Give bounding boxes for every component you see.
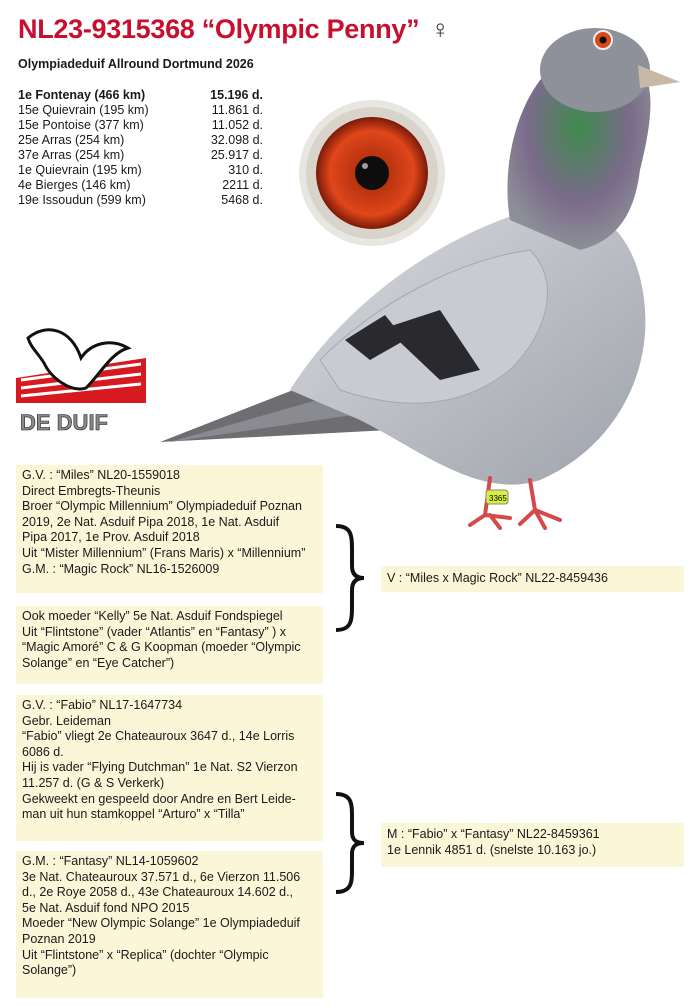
pigeon-photo xyxy=(140,10,685,530)
dam-box: M : “Fabio” x “Fantasy” NL22-8459361 1e Lennik 4851 d. (snelste 10.163 jo.) xyxy=(381,823,684,867)
result-row: 19e Issoudun (599 km) 5468 d. xyxy=(18,193,263,207)
sire-grandmother-box: Ook moeder “Kelly” 5e Nat. Asduif Fondspiegel Uit “Flintstone” (vader “Atlantis” en “Fantasy” ) x “Magic Amoré” C & G Koopman (moeder “Olympic Solange” en “Eye Catcher”) xyxy=(16,606,323,684)
sire-box: V : “Miles x Magic Rock” NL22-8459436 xyxy=(381,566,684,592)
result-row: 4e Bierges (146 km) 2211 d. xyxy=(18,178,263,192)
result-row: 37e Arras (254 km) 25.917 d. xyxy=(18,148,263,162)
result-row: 1e Fontenay (466 km) 15.196 d. xyxy=(18,88,263,102)
dam-grandfather-box: G.V. : “Fabio” NL17-1647734 Gebr. Leideman “Fabio” vliegt 2e Chateauroux 3647 d., 14e Lorris 6086 d. Hij is vader “Flying Dutchman” 1e Nat. S2 Vierzon 11.257 d. (G & S Verkerk) Gekweekt en gespeeld door Andre en Bert Leide- man uit hun stamkoppel “Arturo” x “Tilla” xyxy=(16,695,323,841)
de-duif-logo xyxy=(16,318,146,438)
dam-brace-icon xyxy=(330,790,370,896)
logo-text: DE DUIF xyxy=(20,410,108,435)
dam-grandmother-box: G.M. : “Fantasy” NL14-1059602 3e Nat. Chateauroux 37.571 d., 6e Vierzon 11.506 d., 2e Roye 2058 d., 43e Chateauroux 14.602 d., 5e Nat. Asduif fond NPO 2015 Moeder “New Olympic Solange” 1e Olympiadeduif Poznan 2019 Uit “Flintstone” x “Replica” (dochter “Olympic Solange”) xyxy=(16,851,323,998)
result-row: 15e Quievrain (195 km) 11.861 d. xyxy=(18,103,263,117)
ring-number: NL23-9315368 xyxy=(18,14,195,44)
female-icon: ♀ xyxy=(430,14,450,44)
sire-grandfather-box: G.V. : “Miles” NL20-1559018 Direct Embregts-Theunis Broer “Olympic Millennium” Olympiadeduif Poznan 2019, 2e Nat. Asduif Pipa 2018, 1e Nat. Asduif Pipa 2017, 1e Prov. Asduif 2018 Uit “Mister Millennium” (Frans Maris) x “Millennium” G.M. : “Magic Rock” NL16-1526009 xyxy=(16,465,323,593)
leg-ring-text: 3365 xyxy=(489,494,507,503)
subtitle: Olympiadeduif Allround Dortmund 2026 xyxy=(18,57,254,71)
eye-photo xyxy=(297,98,447,248)
result-row: 15e Pontoise (377 km) 11.052 d. xyxy=(18,118,263,132)
result-row: 1e Quievrain (195 km) 310 d. xyxy=(18,163,263,177)
pigeon-name: “Olympic Penny” xyxy=(201,14,420,44)
sire-brace-icon xyxy=(330,522,370,634)
result-row: 25e Arras (254 km) 32.098 d. xyxy=(18,133,263,147)
